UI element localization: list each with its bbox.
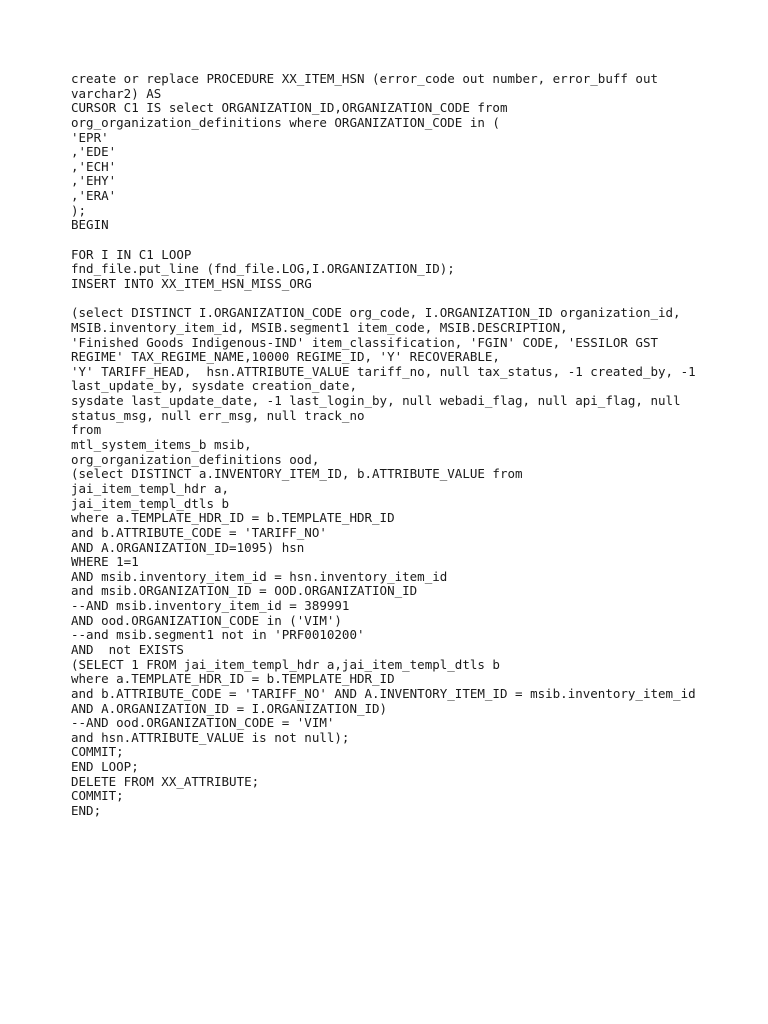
- code-line: org_organization_definitions where ORGANIZATION_CODE in (: [71, 114, 500, 130]
- code-line: BEGIN: [71, 217, 109, 233]
- code-line: where a.TEMPLATE_HDR_ID = b.TEMPLATE_HDR_ID: [71, 671, 395, 687]
- code-line: 'Finished Goods Indigenous-IND' item_classification, 'FGIN' CODE, 'ESSILOR GST: [71, 334, 658, 350]
- code-line: DELETE FROM XX_ATTRIBUTE;: [71, 773, 260, 789]
- code-line: AND msib.inventory_item_id = hsn.inventory_item_id: [71, 568, 448, 584]
- code-line: --AND ood.ORGANIZATION_CODE = 'VIM': [71, 715, 335, 731]
- code-line: and b.ATTRIBUTE_CODE = 'TARIFF_NO' AND A.INVENTORY_ITEM_ID = msib.inventory_item_id: [71, 685, 696, 701]
- code-line: (select DISTINCT a.INVENTORY_ITEM_ID, b.ATTRIBUTE_VALUE from: [71, 466, 523, 482]
- code-line: mtl_system_items_b msib,: [71, 437, 252, 453]
- code-line: jai_item_templ_hdr a,: [71, 480, 230, 496]
- code-line: and b.ATTRIBUTE_CODE = 'TARIFF_NO': [71, 524, 327, 540]
- code-line: AND A.ORGANIZATION_ID = I.ORGANIZATION_ID): [71, 700, 388, 716]
- code-line: and msib.ORGANIZATION_ID = OOD.ORGANIZATION_ID: [71, 583, 418, 599]
- code-line: INSERT INTO XX_ITEM_HSN_MISS_ORG: [71, 275, 312, 291]
- code-line: (select DISTINCT I.ORGANIZATION_CODE org_code, I.ORGANIZATION_ID organization_id,: [71, 305, 681, 321]
- code-line: jai_item_templ_dtls b: [71, 495, 230, 511]
- code-line: org_organization_definitions ood,: [71, 451, 320, 467]
- code-line: from: [71, 422, 102, 438]
- code-line: ,'ERA': [71, 188, 117, 204]
- code-line: WHERE 1=1: [71, 554, 139, 570]
- code-line: (SELECT 1 FROM jai_item_templ_hdr a,jai_item_templ_dtls b: [71, 656, 500, 672]
- code-line: END;: [71, 803, 102, 819]
- code-line: [71, 292, 761, 307]
- code-line: COMMIT;: [71, 744, 124, 760]
- code-line: --and msib.segment1 not in 'PRF0010200': [71, 627, 365, 643]
- code-line: --AND msib.inventory_item_id = 389991: [71, 598, 350, 614]
- code-line: and hsn.ATTRIBUTE_VALUE is not null);: [71, 729, 350, 745]
- code-line: COMMIT;: [71, 788, 124, 804]
- code-line: sysdate last_update_date, -1 last_login_by, null webadi_flag, null api_flag, null: [71, 393, 681, 409]
- sql-procedure-code: [71, 72, 761, 819]
- code-line: fnd_file.put_line (fnd_file.LOG,I.ORGANIZATION_ID);: [71, 261, 455, 277]
- code-line: last_update_by, sysdate creation_date,: [71, 378, 357, 394]
- code-line: FOR I IN C1 LOOP: [71, 246, 192, 262]
- code-line: END LOOP;: [71, 759, 139, 775]
- code-line: ,'ECH': [71, 158, 117, 174]
- code-line: MSIB.inventory_item_id, MSIB.segment1 item_code, MSIB.DESCRIPTION,: [71, 319, 568, 335]
- code-line: status_msg, null err_msg, null track_no: [71, 407, 365, 423]
- code-line: AND A.ORGANIZATION_ID=1095) hsn: [71, 539, 305, 555]
- code-line: ,'EHY': [71, 173, 117, 189]
- code-line: where a.TEMPLATE_HDR_ID = b.TEMPLATE_HDR_ID: [71, 510, 395, 526]
- code-line: CURSOR C1 IS select ORGANIZATION_ID,ORGANIZATION_CODE from: [71, 100, 508, 116]
- code-line: create or replace PROCEDURE XX_ITEM_HSN (error_code out number, error_buff out: [71, 71, 658, 86]
- code-line: [71, 233, 761, 248]
- code-line: 'EPR': [71, 129, 109, 145]
- code-line: REGIME' TAX_REGIME_NAME,10000 REGIME_ID, 'Y' RECOVERABLE,: [71, 349, 500, 365]
- code-line: );: [71, 202, 87, 218]
- code-line: 'Y' TARIFF_HEAD, hsn.ATTRIBUTE_VALUE tariff_no, null tax_status, -1 created_by, -1: [71, 363, 696, 379]
- code-line: ,'EDE': [71, 144, 117, 160]
- code-line: varchar2) AS: [71, 85, 162, 101]
- code-line: AND not EXISTS: [71, 641, 184, 657]
- code-line: AND ood.ORGANIZATION_CODE in ('VIM'): [71, 612, 342, 628]
